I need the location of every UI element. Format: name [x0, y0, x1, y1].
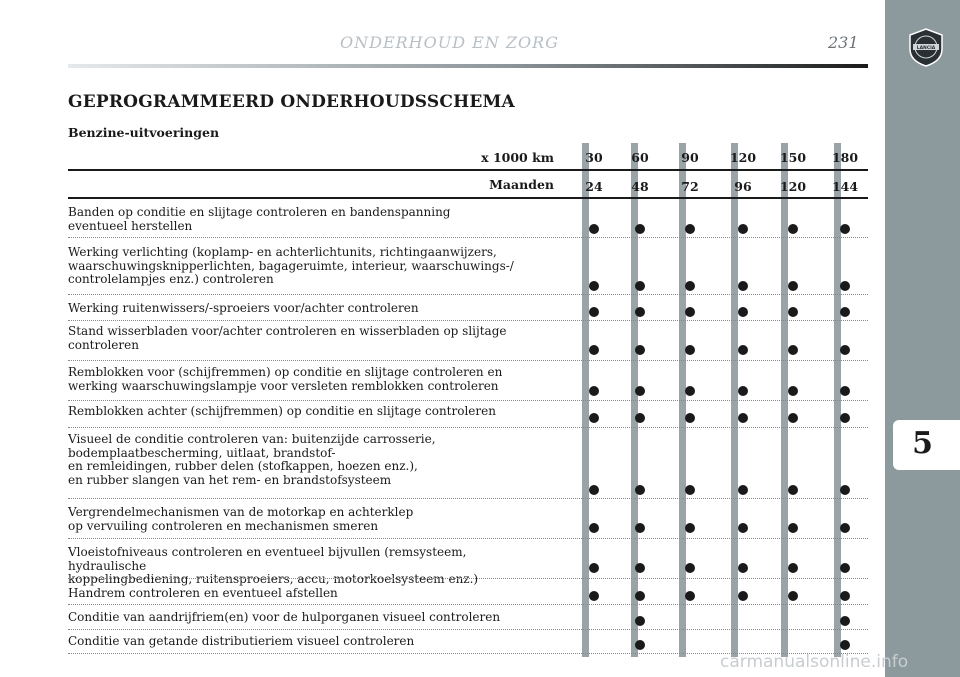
task-description: Visueel de conditie controleren van: buitenzijde carrosserie, bodemplaatbescherming, uitlaat, brandstof- en remleidingen, rubber delen (stofkappen, hoezen enz.), en rubber slangen van het rem- en brandstofsysteem [68, 432, 436, 487]
scheduled-mark-dot [589, 591, 599, 601]
row-divider [68, 294, 868, 295]
scheduled-mark-dot [840, 523, 850, 533]
scheduled-mark-dot [738, 563, 748, 573]
scheduled-mark-dot [788, 413, 798, 423]
chapter-tab[interactable] [893, 420, 960, 470]
scheduled-mark-dot [788, 523, 798, 533]
months-value: 120 [779, 179, 807, 194]
svg-text:LANCIA: LANCIA [916, 46, 936, 51]
scheduled-mark-dot [635, 386, 645, 396]
scheduled-mark-dot [685, 386, 695, 396]
scheduled-mark-dot [788, 563, 798, 573]
row-divider [68, 427, 868, 428]
km-value: 150 [779, 150, 807, 165]
scheduled-mark-dot [788, 224, 798, 234]
scheduled-mark-dot [685, 345, 695, 355]
scheduled-mark-dot [840, 307, 850, 317]
scheduled-mark-dot [840, 616, 850, 626]
scheduled-mark-dot [788, 345, 798, 355]
scheduled-mark-dot [840, 345, 850, 355]
scheduled-mark-dot [685, 563, 695, 573]
watermark: carmanualsonline.info [720, 652, 909, 672]
scheduled-mark-dot [840, 224, 850, 234]
scheduled-mark-dot [738, 591, 748, 601]
scheduled-mark-dot [589, 413, 599, 423]
scheduled-mark-dot [738, 386, 748, 396]
task-description: Banden op conditie en slijtage controleren en bandenspanning eventueel herstellen [68, 205, 451, 233]
scheduled-mark-dot [840, 563, 850, 573]
row-divider [68, 360, 868, 361]
scheduled-mark-dot [840, 413, 850, 423]
scheduled-mark-dot [685, 591, 695, 601]
scheduled-mark-dot [635, 345, 645, 355]
task-description: Werking verlichting (koplamp- en achterlichtunits, richtingaanwijzers, waarschuwingsknipperlichten, bagageruimte, interieur, waarschuwings-/ controlelampjes enz.) controleren [68, 245, 514, 286]
scheduled-mark-dot [840, 640, 850, 650]
scheduled-mark-dot [589, 386, 599, 396]
scheduled-mark-dot [840, 591, 850, 601]
scheduled-mark-dot [738, 523, 748, 533]
km-label: x 1000 km [481, 150, 554, 165]
task-description: Remblokken voor (schijfremmen) op conditie en slijtage controleren en werking waarschuwingslampje voor versleten remblokken controleren [68, 365, 503, 393]
row-divider [68, 237, 868, 238]
scheduled-mark-dot [635, 640, 645, 650]
months-value: 72 [681, 179, 699, 194]
row-divider [68, 578, 868, 579]
row-divider [68, 538, 868, 539]
scheduled-mark-dot [685, 413, 695, 423]
scheduled-mark-dot [635, 485, 645, 495]
months-value: 96 [734, 179, 752, 194]
scheduled-mark-dot [788, 485, 798, 495]
page-number: 231 [828, 33, 859, 52]
task-description: Remblokken achter (schijfremmen) op conditie en slijtage controleren [68, 404, 496, 418]
km-value: 120 [729, 150, 757, 165]
scheduled-mark-dot [635, 413, 645, 423]
header-divider [68, 197, 868, 199]
scheduled-mark-dot [840, 386, 850, 396]
scheduled-mark-dot [635, 563, 645, 573]
km-value: 180 [831, 150, 859, 165]
row-divider [68, 320, 868, 321]
row-divider [68, 629, 868, 630]
task-description: Handrem controleren en eventueel afstellen [68, 586, 338, 600]
scheduled-mark-dot [589, 224, 599, 234]
scheduled-mark-dot [635, 616, 645, 626]
row-divider [68, 498, 868, 499]
scheduled-mark-dot [635, 591, 645, 601]
scheduled-mark-dot [788, 307, 798, 317]
task-description: Vergrendelmechanismen van de motorkap en achterklep op vervuiling controleren en mechanismen smeren [68, 505, 414, 533]
km-value: 30 [585, 150, 603, 165]
scheduled-mark-dot [788, 386, 798, 396]
scheduled-mark-dot [589, 345, 599, 355]
scheduled-mark-dot [685, 485, 695, 495]
task-description: Conditie van aandrijfriem(en) voor de hulporganen visueel controleren [68, 610, 501, 624]
scheduled-mark-dot [738, 345, 748, 355]
page-subtitle: Benzine-uitvoeringen [68, 125, 220, 140]
scheduled-mark-dot [589, 523, 599, 533]
months-value: 144 [831, 179, 859, 194]
chapter-number: 5 [912, 426, 933, 461]
scheduled-mark-dot [635, 281, 645, 291]
scheduled-mark-dot [738, 224, 748, 234]
months-value: 48 [631, 179, 649, 194]
scheduled-mark-dot [685, 281, 695, 291]
lancia-logo [907, 27, 945, 67]
scheduled-mark-dot [635, 307, 645, 317]
scheduled-mark-dot [788, 591, 798, 601]
scheduled-mark-dot [589, 485, 599, 495]
task-description: Vloeistofniveaus controleren en eventueel bijvullen (remsysteem, hydraulische koppelingbediening, ruitensproeiers, accu, motorkoelsysteem enz.) [68, 545, 479, 586]
page-title: GEPROGRAMMEERD ONDERHOUDSSCHEMA [68, 92, 515, 112]
header-rule [68, 64, 868, 68]
chapter-sidebar [885, 0, 960, 677]
scheduled-mark-dot [840, 485, 850, 495]
scheduled-mark-dot [788, 281, 798, 291]
row-divider [68, 604, 868, 605]
scheduled-mark-dot [738, 281, 748, 291]
scheduled-mark-dot [685, 523, 695, 533]
scheduled-mark-dot [589, 307, 599, 317]
task-description: Werking ruitenwissers/-sproeiers voor/achter controleren [68, 301, 419, 315]
scheduled-mark-dot [589, 281, 599, 291]
km-value: 60 [631, 150, 649, 165]
scheduled-mark-dot [738, 485, 748, 495]
scheduled-mark-dot [738, 307, 748, 317]
km-value: 90 [681, 150, 699, 165]
scheduled-mark-dot [685, 307, 695, 317]
scheduled-mark-dot [840, 281, 850, 291]
scheduled-mark-dot [635, 224, 645, 234]
months-value: 24 [585, 179, 603, 194]
task-description: Conditie van getande distributieriem visueel controleren [68, 634, 415, 648]
scheduled-mark-dot [685, 224, 695, 234]
row-divider [68, 400, 868, 401]
scheduled-mark-dot [589, 563, 599, 573]
scheduled-mark-dot [635, 523, 645, 533]
scheduled-mark-dot [738, 413, 748, 423]
section-header-title: ONDERHOUD EN ZORG [340, 33, 559, 52]
months-label: Maanden [489, 177, 554, 192]
header-divider [68, 169, 868, 171]
task-description: Stand wisserbladen voor/achter controleren en wisserbladen op slijtage controleren [68, 324, 507, 352]
